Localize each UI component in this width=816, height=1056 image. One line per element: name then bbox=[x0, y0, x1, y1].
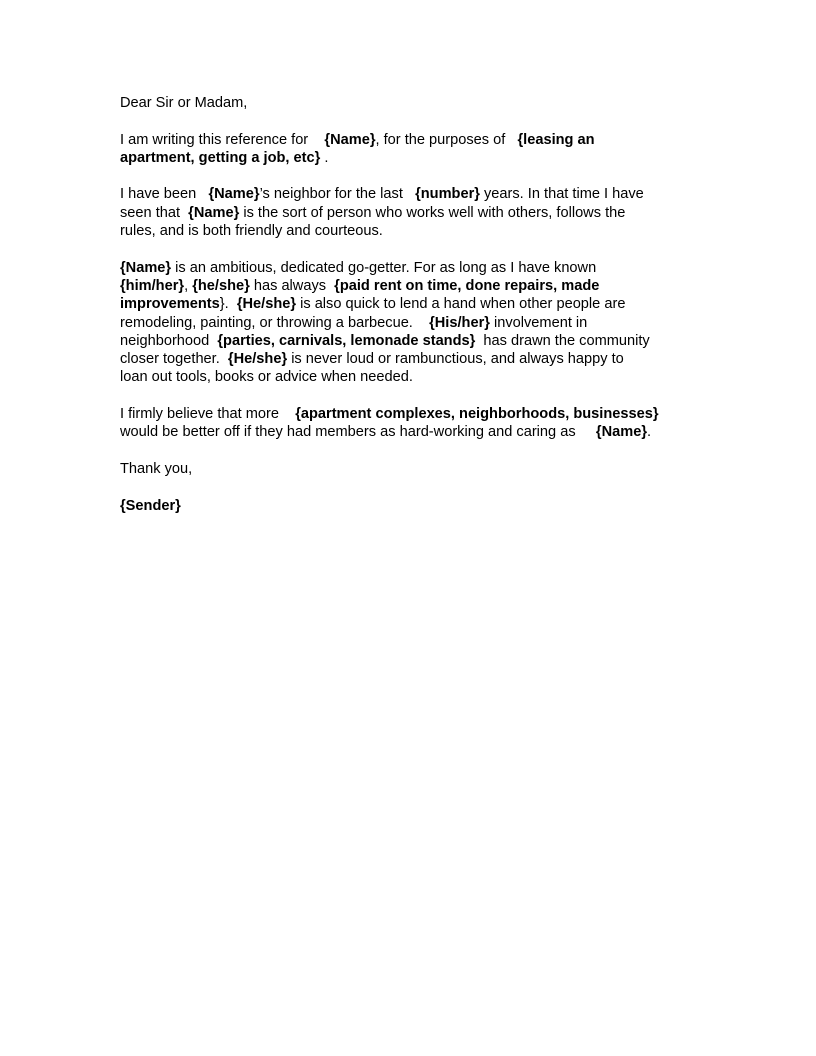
paragraph-purpose bbox=[120, 131, 710, 168]
closing-text: Thank you, bbox=[120, 460, 193, 477]
text: rules, and is both friendly and courteous. bbox=[120, 223, 383, 240]
placeholder-name: {Name} bbox=[595, 424, 648, 441]
text: , bbox=[184, 277, 189, 294]
signature bbox=[120, 497, 710, 515]
text: years. In that time I have bbox=[484, 186, 644, 203]
placeholder-deeds-cont: improvements bbox=[120, 296, 220, 313]
text: would be better off if they had members as hard-working and caring as bbox=[120, 424, 576, 441]
text: involvement in bbox=[494, 314, 588, 331]
text: neighborhood bbox=[120, 332, 210, 349]
text: I have been bbox=[120, 186, 197, 203]
placeholder-pronoun-subject: {He/she} bbox=[236, 296, 297, 313]
placeholder-purpose: {leasing an bbox=[517, 131, 595, 148]
placeholder-purpose-cont: apartment, getting a job, etc} bbox=[120, 149, 321, 166]
placeholder-number: {number} bbox=[415, 186, 480, 203]
placeholder-name: {Name} bbox=[208, 186, 260, 203]
text: is an ambitious, dedicated go-getter. For as long as I have known bbox=[175, 259, 597, 276]
placeholder-pronoun-object: {him/her} bbox=[120, 277, 185, 294]
placeholder-deeds: {paid rent on time, done repairs, made bbox=[334, 277, 600, 294]
placeholder-pronoun-possessive: {His/her} bbox=[429, 314, 490, 331]
text: is never loud or rambunctious, and always happy to bbox=[291, 351, 624, 368]
placeholder-events: {parties, carnivals, lemonade stands} bbox=[217, 332, 476, 349]
paragraph-character bbox=[120, 259, 710, 387]
text: is also quick to lend a hand when other people are bbox=[300, 296, 626, 313]
salutation-text: Dear Sir or Madam, bbox=[120, 95, 248, 111]
salutation bbox=[120, 94, 710, 112]
text: }. bbox=[219, 296, 229, 313]
text: seen that bbox=[120, 204, 181, 221]
text: loan out tools, books or advice when needed. bbox=[120, 369, 413, 386]
placeholder-name: {Name} bbox=[188, 204, 240, 221]
placeholder-name: {Name} bbox=[120, 259, 172, 276]
paragraph-neighbor bbox=[120, 185, 710, 240]
text: ’s neighbor for the last bbox=[259, 186, 403, 203]
closing bbox=[120, 460, 710, 478]
letter-body bbox=[120, 94, 710, 533]
text: closer together. bbox=[120, 351, 220, 368]
text: is the sort of person who works well with others, follows the bbox=[243, 204, 626, 221]
text: remodeling, painting, or throwing a barbecue. bbox=[120, 314, 413, 331]
placeholder-organizations: {apartment complexes, neighborhoods, businesses} bbox=[295, 406, 659, 423]
placeholder-pronoun-subject: {he/she} bbox=[192, 277, 250, 294]
text: has always bbox=[253, 277, 327, 294]
text: , for the purposes of bbox=[375, 131, 506, 148]
paragraph-recommendation bbox=[120, 405, 710, 442]
placeholder-pronoun-subject: {He/she} bbox=[227, 351, 288, 368]
text: I am writing this reference for bbox=[120, 131, 309, 148]
text: . bbox=[647, 424, 652, 441]
text: has drawn the community bbox=[483, 332, 650, 349]
placeholder-name: {Name} bbox=[324, 131, 376, 148]
placeholder-sender: {Sender} bbox=[120, 497, 181, 514]
text: . bbox=[324, 149, 329, 166]
text: I firmly believe that more bbox=[120, 406, 279, 423]
